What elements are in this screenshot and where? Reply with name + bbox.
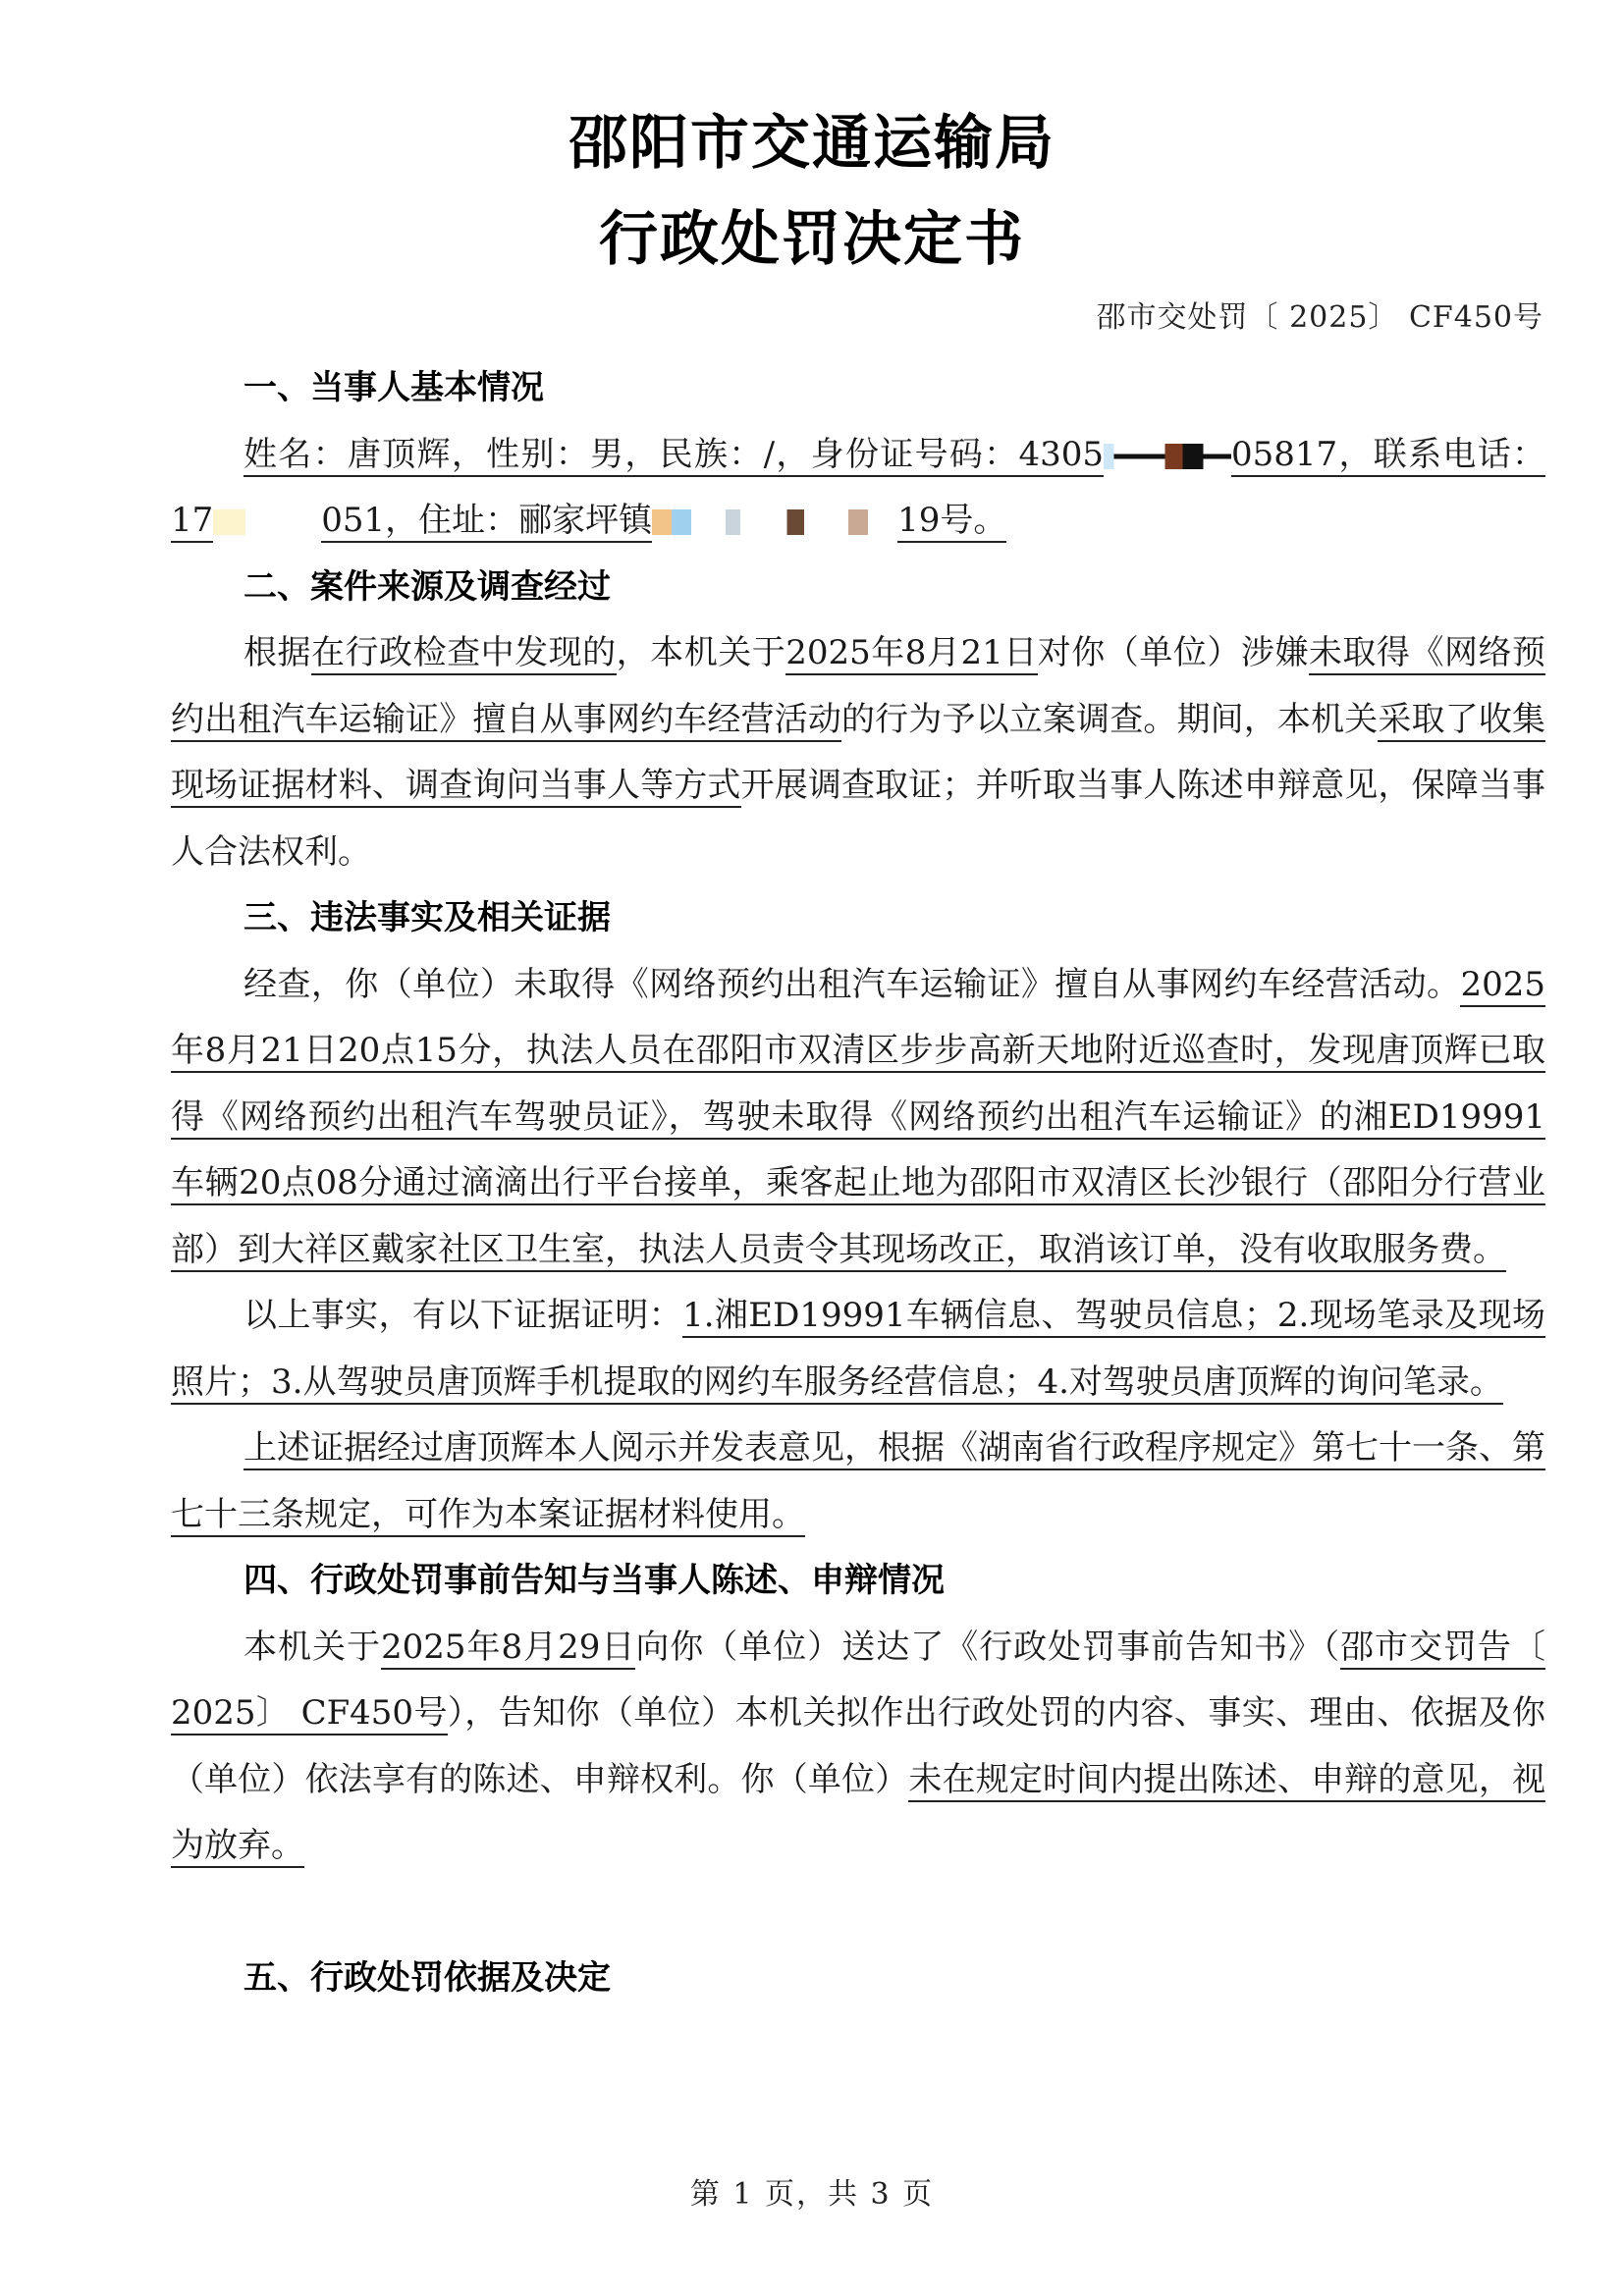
section-1-heading: 一、当事人基本情况	[244, 368, 544, 407]
evidence-confirmation: 上述证据经过唐顶辉本人阅示并发表意见，根据《湖南省行政程序规定》第七十一条、第七十三条规定，可作为本案证据材料使用。	[171, 1428, 1545, 1537]
text-run: 经查，你（单位）未取得《网络预约出租汽车运输证》擅自从事网约车经营活动。	[244, 964, 1461, 1004]
party-phone-label: 电话：17	[171, 435, 1545, 544]
notice-date: 2025年8月29日	[381, 1628, 635, 1670]
facts-paragraph	[171, 952, 1545, 1284]
text-run: 向你（单位）送达了《行政处罚事前告知书》（	[635, 1627, 1341, 1667]
text-run: 开展调查取证；并听取当事人陈述申辩意见，保障当事人合法权利。	[171, 766, 1546, 872]
party-address: 051，住址：郦家坪镇	[321, 501, 652, 543]
notice-number: 邵市交罚告〔 2025〕 CF450号	[171, 1628, 1545, 1736]
text-run: ），告知你（单位）本机关拟作出行政处罚的内容、事实、理由、依据及你（单位）依法享有的陈述、申辩权利。你（单位）	[171, 1693, 1545, 1799]
evidence-paragraph	[171, 1283, 1545, 1415]
section-3-heading: 三、违法事实及相关证据	[244, 898, 611, 937]
text-run: 根据	[244, 633, 312, 672]
issuing-authority-title: 邵阳市交通运输局	[568, 109, 1056, 178]
suspected-violation: 未取得《网络预约出租汽车运输证》擅自从事网约车经营活动	[171, 633, 1545, 742]
redaction-mark	[1104, 444, 1231, 469]
party-info-line1: 姓名：唐顶辉，性别：男，民族：/，身份证号码：4305	[244, 435, 1104, 477]
evidence-list: 1.湘ED19991车辆信息、驾驶员信息；2.现场笔录及现场照片；3.从驾驶员唐顶辉手机提取的网约车服务经营信息；4.对驾驶员唐顶辉的询问笔录。	[171, 1296, 1545, 1405]
text-run: 的行为予以立案调查。期间，本机关	[841, 699, 1379, 739]
evidence-confirmation-paragraph	[171, 1415, 1545, 1548]
violation-facts: 2025年8月21日20点15分，执法人员在邵阳市双清区步步高新天地附近巡查时，发现唐顶辉已取得《网络预约出租汽车驾驶员证》，驾驶未取得《网络预约出租汽车运输证》的湘ED19991车辆20点08分通过滴滴出行平台接单，乘客起止地为邵阳市双清区长沙银行（邵阳分行营业部）到大祥区戴家社区卫生室，执法人员责令其现场改正，取消该订单，没有收取服务费。	[171, 965, 1545, 1272]
text-run: 本机关于	[244, 1627, 381, 1667]
document-number: 邵市交处罚〔 2025〕 CF450号	[1096, 300, 1543, 335]
party-info-paragraph	[171, 422, 1545, 555]
party-info-line1-tail: 05817，联系	[1231, 435, 1442, 477]
case-source-text: 在行政检查中发现的	[311, 633, 617, 675]
filing-date: 2025年8月21日	[785, 633, 1038, 675]
redaction-mark	[213, 509, 321, 535]
section-5-heading: 五、行政处罚依据及决定	[244, 1957, 611, 1998]
document-title: 行政处罚决定书	[599, 205, 1025, 274]
redaction-mark	[652, 509, 897, 535]
document-body	[171, 355, 1545, 2011]
text-run: ，本机关于	[616, 633, 786, 672]
section-2-heading: 二、案件来源及调查经过	[244, 566, 611, 607]
text-run: 以上事实，有以下证据证明：	[244, 1296, 683, 1335]
party-address-tail: 19号。	[897, 501, 1006, 543]
statement-result: 未在规定时间内提出陈述、申辩的意见，视为放弃。	[171, 1760, 1545, 1869]
text-run: 对你（单位）涉嫌	[1037, 633, 1309, 672]
page-number: 第 1 页，共 3 页	[689, 2177, 935, 2212]
spacer	[171, 1880, 1545, 1946]
case-source-paragraph	[171, 620, 1545, 885]
investigation-methods: 采取了收集现场证据材料、调查询问当事人等方式	[171, 700, 1545, 809]
prior-notice-paragraph	[171, 1615, 1545, 1880]
section-4-heading: 四、行政处罚事前告知与当事人陈述、申辩情况	[244, 1561, 945, 1600]
